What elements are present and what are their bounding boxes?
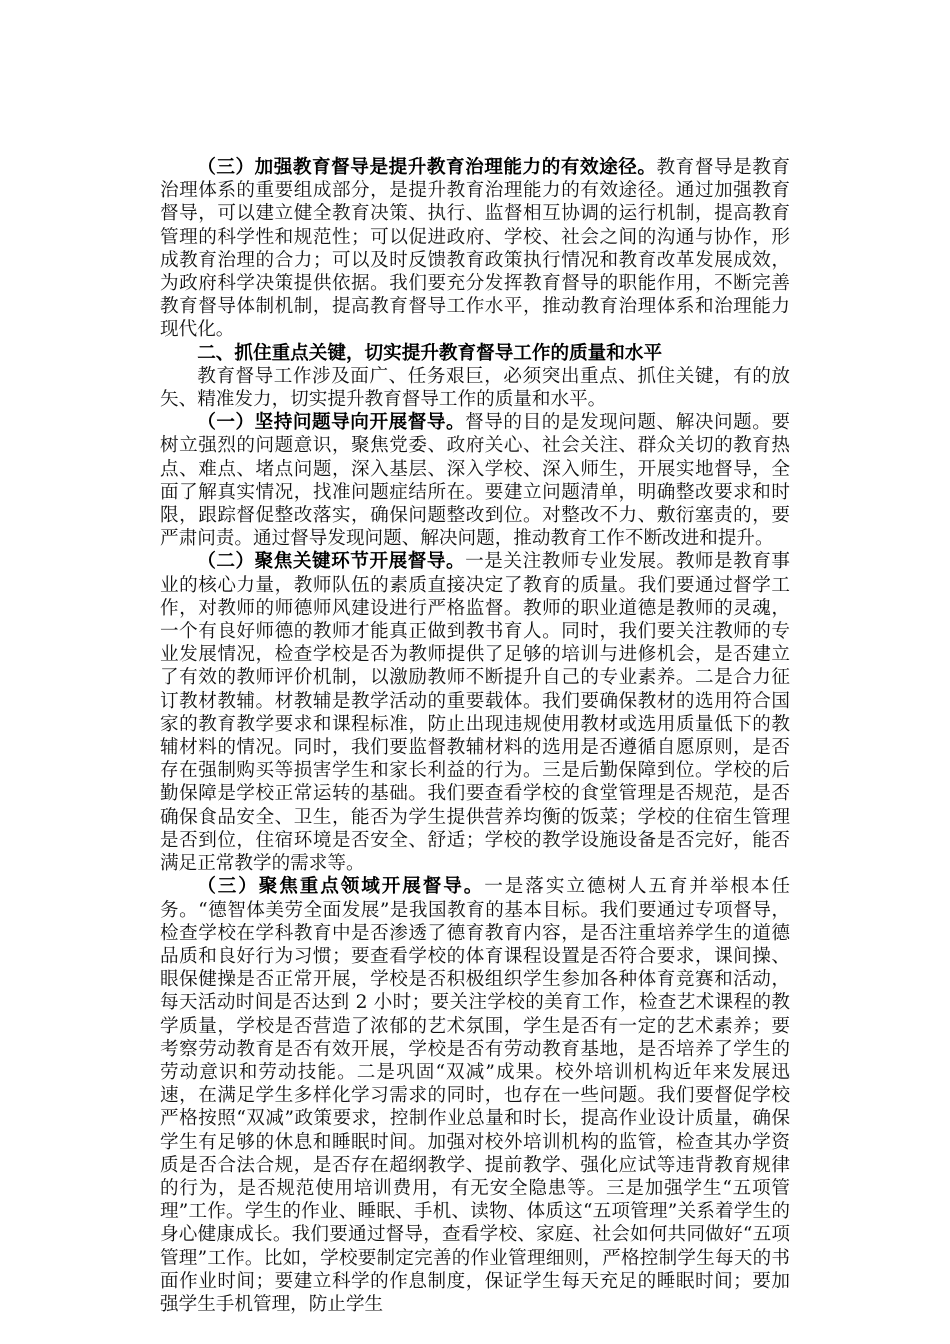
- paragraph-key-areas: [160, 875, 790, 1316]
- paragraph-text: 一是关注教师专业发展。教师是教育事业的核心力量，教师队伍的素质直接决定了教育的质量。我们要通过督学工作，对教师的师德师风建设进行严格监督。教师的职业道德是教师的灵魂，一个有良好师德的教师才能真正做到教书育人。同时，我们要关注教师的专业发展情况，检查学校是否为教师提供了足够的培训与进修机会，是否建立了有效的教师评价机制，以激励教师不断提升自己的专业素养。二是合力征订教材教辅。材教辅是教学活动的重要载体。我们要确保教材的选用符合国家的教育教学要求和课程标准，防止出现违规使用教材或选用质量低下的教辅材料的情况。同时，我们要监督教辅材料的选用是否遵循自愿原则，是否存在强制购买等损害学生和家长利益的行为。三是后勤保障到位。学校的后勤保障是学校正常运转的基础。我们要查看学校的食堂管理是否规范，是否确保食品安全、卫生，能否为学生提供营养均衡的饭菜；学校的住宿生管理是否到位，住宿环境是否安全、舒适；学校的教学设施设备是否完好，能否满足正常教学的需求等。: [160, 551, 790, 875]
- paragraph-text: 督导的目的是发现问题、解决问题。要树立强烈的问题意识，聚焦党委、政府关心、社会关注、群众关切的教育热点、难点、堵点问题，深入基层、深入学校、深入师生，开展实地督导，全面了解真实情况，找准问题症结所在。要建立问题清单，明确整改要求和时限，跟踪督促整改落实，确保问题整改到位。对整改不力、敷衍塞责的，要严肃问责。通过督导发现问题、解决问题，推动教育工作不断改进和提升。: [160, 412, 790, 550]
- paragraph-key-links: [160, 550, 790, 875]
- paragraph-lead: （一）坚持问题导向开展督导。: [197, 412, 466, 434]
- paragraph-text: 一是落实立德树人五育并举根本任务。“德智体美劳全面发展”是我国教育的基本目标。我们要通过专项督导，检查学校在学科教育中是否渗透了德育教育内容，是否注重培养学生的道德品质和良好行为习惯；要查看学校的体育课程设置是否符合要求，课间操、眼保健操是否正常开展，学校是否积极组织学生参加各种体育竞赛和活动，每天活动时间是否达到 2 小时；要关注学校的美育工作，检查艺术课程的教学质量，学校是否营造了浓郁的艺术氛围，学生是否有一定的艺术素养；要考察劳动教育是否有效开展，学校是否有劳动教育基地，是否培养了学生的劳动意识和劳动技能。二是巩固“双减”成果。校外培训机构近年来发展迅速，在满足学生多样化学习需求的同时，也存在一些问题。我们要督促学校严格按照“双减”政策要求，控制作业总量和时长，提高作业设计质量，确保学生有足够的休息和睡眠时间。加强对校外培训机构的监管，检查其办学资质是否合法合规，是否存在超纲教学、提前教学、强化应试等违背教育规律的行为，是否规范使用培训费用，有无安全隐患等。三是加强学生“五项管理”工作。学生的作业、睡眠、手机、读物、体质这“五项管理”关系着学生的身心健康成长。我们要通过督导，查看学校、家庭、社会如何共同做好“五项管理”工作。比如，学校要制定完善的作业管理细则，严格控制学生每天的书面作业时间；要建立科学的作息制度，保证学生每天充足的睡眠时间；要加强学生手机管理，防止学生: [160, 876, 790, 1315]
- paragraph-intro: [160, 365, 790, 411]
- paragraph-problem-oriented: [160, 411, 790, 550]
- section-heading: 二、抓住重点关键，切实提升教育督导工作的质量和水平: [197, 342, 663, 364]
- paragraph-lead: （三）聚焦重点领域开展督导。: [197, 876, 485, 898]
- paragraph-text: 教育督导工作涉及面广、任务艰巨，必须突出重点、抓住关键，有的放矢、精准发力，切实提升教育督导工作的质量和水平。: [160, 365, 790, 411]
- paragraph-text: 教育督导是教育治理体系的重要组成部分，是提升教育治理能力的有效途径。通过加强教育督导，可以建立健全教育决策、执行、监督相互协调的运行机制，提高教育管理的科学性和规范性；可以促进政府、学校、社会之间的沟通与协作，形成教育治理的合力；可以及时反馈教育政策执行情况和教育改革发展成效，为政府科学决策提供依据。我们要充分发挥教育督导的职能作用，不断完善教育督导体制机制，提高教育督导工作水平，推动教育治理体系和治理能力现代化。: [160, 157, 790, 341]
- document-body: [160, 156, 790, 1316]
- paragraph-lead: （二）聚焦关键环节开展督导。: [197, 551, 466, 573]
- paragraph-governance: [160, 156, 790, 342]
- paragraph-lead: （三）加强教育督导是提升教育治理能力的有效途径。: [197, 157, 657, 178]
